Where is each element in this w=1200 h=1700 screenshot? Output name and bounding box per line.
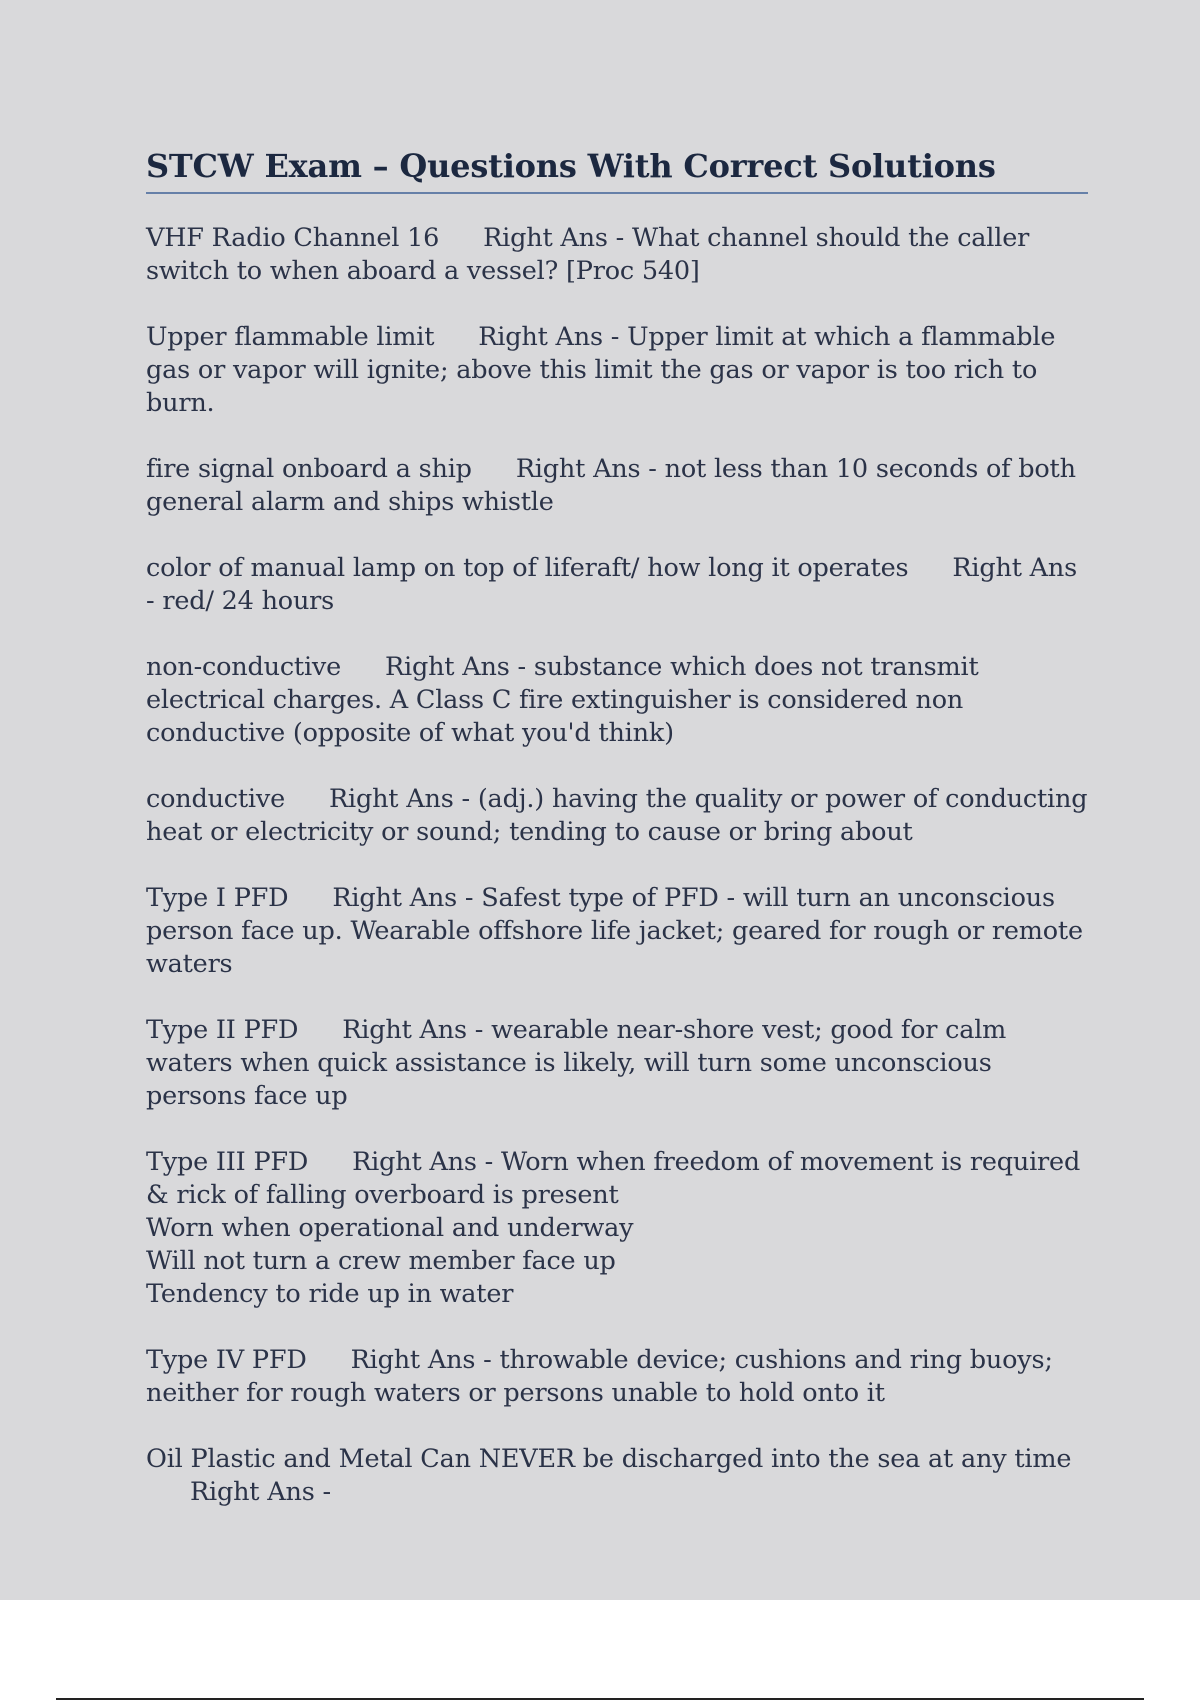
qa-item: [146, 651, 1088, 750]
qa-answer: wearable near-shore vest; good for calm waters when quick assistance is likely, will turn some unconscious persons face up: [146, 1015, 1007, 1111]
qa-item: [146, 783, 1088, 849]
qa-answer: (adj.) having the quality or power of conducting heat or electricity or sound; tending to cause or bring about: [146, 784, 1088, 847]
qa-item: [146, 552, 1088, 618]
qa-term: Type I PFD: [146, 883, 289, 913]
qa-term: Type III PFD: [146, 1147, 309, 1177]
qa-answer: Upper limit at which a flammable gas or vapor will ignite; above this limit the gas or vapor is too rich to burn.: [146, 322, 1056, 418]
qa-answer-line: Worn when operational and underway: [146, 1213, 634, 1243]
qa-term: conductive: [146, 784, 285, 814]
qa-term: Type II PFD: [146, 1015, 299, 1045]
qa-answer: red/ 24 hours: [162, 586, 335, 616]
qa-item: [146, 1014, 1088, 1113]
qa-term: color of manual lamp on top of liferaft/ how long it operates: [146, 553, 909, 583]
qa-answer: What channel should the caller switch to when aboard a vessel? [Proc 540]: [146, 223, 1030, 286]
right-ans-label: Right Ans -: [350, 1345, 492, 1375]
right-ans-label: Right Ans -: [146, 553, 1077, 616]
qa-term: Type IV PFD: [146, 1345, 307, 1375]
qa-item: [146, 1146, 1088, 1311]
right-ans-label: Right Ans -: [352, 1147, 494, 1177]
qa-item: [146, 882, 1088, 981]
qa-item: [146, 1344, 1088, 1410]
qa-answer: throwable device; cushions and ring buoys; neither for rough waters or persons unable to hold onto it: [146, 1345, 1053, 1408]
qa-item: [146, 321, 1088, 420]
document-title: STCW Exam – Questions With Correct Solutions: [146, 147, 996, 185]
qa-term: fire signal onboard a ship: [146, 454, 472, 484]
right-ans-label: Right Ans -: [483, 223, 625, 253]
qa-answer-line: Tendency to ride up in water: [146, 1279, 514, 1309]
qa-answer: Worn when freedom of movement is required & rick of falling overboard is present: [146, 1147, 1081, 1210]
qa-item: [146, 1443, 1088, 1509]
qa-item: [146, 453, 1088, 519]
title-underline: [146, 192, 1088, 194]
document-content: [146, 146, 1088, 1542]
right-ans-label: Right Ans -: [342, 1015, 484, 1045]
right-ans-label: Right Ans -: [478, 322, 620, 352]
qa-item: [146, 222, 1088, 288]
right-ans-label: Right Ans -: [190, 1477, 331, 1507]
qa-answer-line: Will not turn a crew member face up: [146, 1246, 616, 1276]
qa-answer: not less than 10 seconds of both general alarm and ships whistle: [146, 454, 1076, 517]
qa-list: [146, 222, 1088, 1509]
qa-term: non-conductive: [146, 652, 341, 682]
qa-term: Upper flammable limit: [146, 322, 435, 352]
qa-answer: substance which does not transmit electrical charges. A Class C fire extinguisher is considered non conductive (opposite of what you'd think): [146, 652, 979, 748]
right-ans-label: Right Ans -: [332, 883, 474, 913]
right-ans-label: Right Ans -: [515, 454, 657, 484]
qa-term: VHF Radio Channel 16: [146, 223, 440, 253]
right-ans-label: Right Ans -: [385, 652, 526, 682]
right-ans-label: Right Ans -: [329, 784, 470, 814]
qa-term: Oil Plastic and Metal Can NEVER be discharged into the sea at any time: [146, 1444, 1072, 1474]
qa-answer: Safest type of PFD - will turn an unconscious person face up. Wearable offshore life jacket; geared for rough or remote waters: [146, 883, 1083, 979]
